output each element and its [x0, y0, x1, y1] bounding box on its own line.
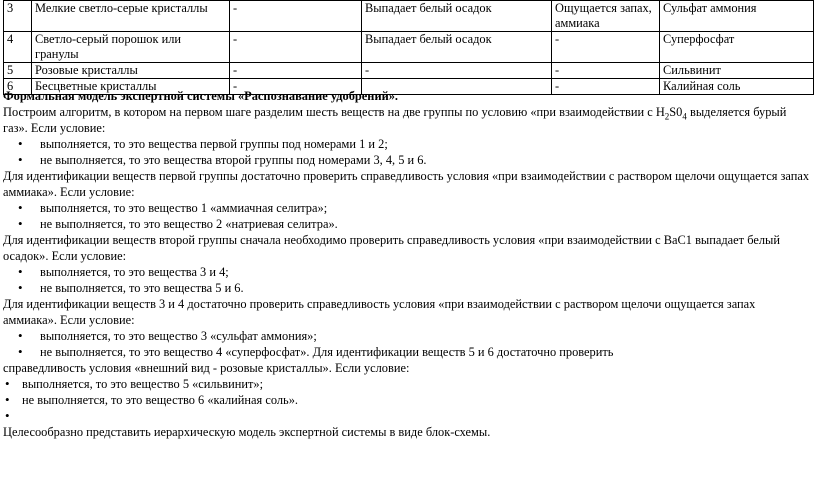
table-cell: -	[362, 63, 552, 79]
table-cell: Сильвинит	[660, 63, 814, 79]
table-cell: 3	[4, 1, 32, 32]
subscript: 4	[682, 111, 687, 122]
paragraph: справедливость условия «внешний вид - розовые кристаллы». Если условие:	[3, 361, 410, 375]
list-item: • не выполняется, то это вещество 2 «натриевая селитра».	[40, 216, 811, 232]
table-row	[4, 32, 814, 63]
paragraph-text: выделяется бурый газ». Если условие:	[3, 105, 787, 135]
table-cell: Розовые кристаллы	[32, 63, 230, 79]
table-cell: -	[552, 32, 660, 63]
paragraph: Для идентификации веществ второй группы сначала необходимо проверить справедливость условия «при взаимодействии с ВаС1 выпадает белый осадок». Если условие:	[3, 233, 780, 263]
section-heading: Формальная модель экспертной системы «Распознавание удобрений».	[3, 89, 399, 103]
list-item: • выполняется, то это вещества 3 и 4;	[40, 264, 811, 280]
bullet-list	[3, 376, 811, 424]
paragraph: Для идентификации веществ 3 и 4 достаточно проверить справедливость условия «при взаимодействии с раствором щелочи ощущается запах аммиака». Если условие:	[3, 297, 756, 327]
document-body	[3, 88, 811, 440]
table-cell: Суперфосфат	[660, 32, 814, 63]
fertilizer-table	[3, 0, 814, 95]
list-item: • не выполняется, то это вещество 4 «суперфосфат». Для идентификации веществ 5 и 6 достаточно проверить	[40, 344, 811, 360]
paragraph	[3, 104, 811, 136]
list-item: • не выполняется, то это вещества 5 и 6.	[40, 280, 811, 296]
table-cell: 6	[4, 79, 32, 95]
table-cell: -	[552, 63, 660, 79]
bullet-list	[3, 264, 811, 296]
table-cell: Ощущается запах, аммиака	[552, 1, 660, 32]
table-cell: -	[552, 79, 660, 95]
list-item: • не выполняется, то это вещества второй группы под номерами 3, 4, 5 и 6.	[40, 152, 811, 168]
table-cell: -	[230, 32, 362, 63]
list-item: • выполняется, то это вещество 3 «сульфат аммония»;	[40, 328, 811, 344]
table-cell: 4	[4, 32, 32, 63]
list-item: • выполняется, то это вещество 5 «сильвинит»;	[22, 376, 811, 392]
table-cell: -	[230, 79, 362, 95]
table-cell: -	[230, 63, 362, 79]
table-cell: Сульфат аммония	[660, 1, 814, 32]
table-cell: Мелкие светло-серые кристаллы	[32, 1, 230, 32]
paragraph-text: Построим алгоритм, в котором на первом шаге разделим шесть веществ на две группы по условию «при взаимодействии с H	[3, 105, 665, 119]
table-row	[4, 63, 814, 79]
list-item: • выполняется, то это вещества первой группы под номерами 1 и 2;	[40, 136, 811, 152]
table-row	[4, 1, 814, 32]
bullet-list	[3, 328, 811, 360]
paragraph: Для идентификации веществ первой группы достаточно проверить справедливость условия «при взаимодействии с раствором щелочи ощущается запах аммиака». Если условие:	[3, 169, 810, 199]
table-cell: Светло-серый порошок или гранулы	[32, 32, 230, 63]
list-item: • выполняется, то это вещество 1 «аммиачная селитра»;	[40, 200, 811, 216]
paragraph-text: S0	[669, 105, 683, 119]
table-cell: -	[230, 1, 362, 32]
table-cell: Выпадает белый осадок	[362, 32, 552, 63]
table-cell: Калийная соль	[660, 79, 814, 95]
table-cell: Бесцветные кристаллы	[32, 79, 230, 95]
subscript: 2	[664, 111, 670, 122]
table-cell: Выпадает белый осадок	[362, 1, 552, 32]
table-cell: 5	[4, 63, 32, 79]
paragraph: Целесообразно представить иерархическую модель экспертной системы в виде блок-схемы.	[3, 425, 491, 439]
list-item: • не выполняется, то это вещество 6 «калийная соль».	[22, 392, 811, 408]
bullet-list	[3, 136, 811, 168]
bullet-list	[3, 200, 811, 232]
list-item	[22, 408, 811, 424]
